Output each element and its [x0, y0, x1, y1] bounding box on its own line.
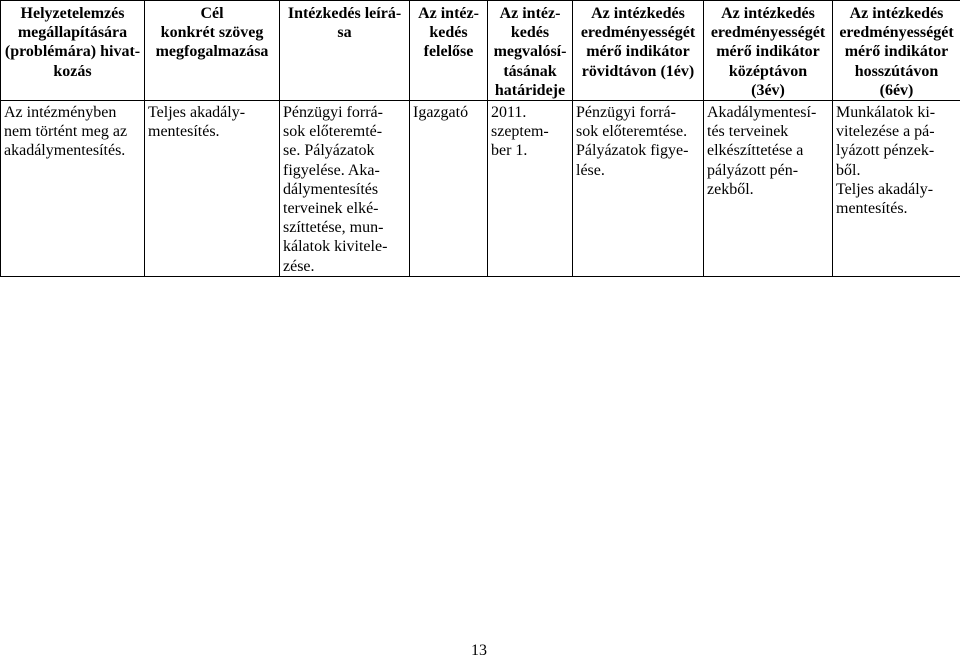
table-header-row [1, 1, 960, 101]
page-number: 13 [471, 642, 487, 659]
cell-mid-term-indicator: Akadálymentesí- tés terveinek elkészíttetése a pályázott pén- zekből. [704, 101, 833, 277]
table-row [1, 101, 960, 277]
header-goal: Cél konkrét szöveg megfogalmazása [145, 1, 280, 101]
cell-long-term-indicator: Munkálatok ki- vitelezése a pá- lyázott pénzek- ből. Teljes akadály- mentesítés. [833, 101, 960, 277]
cell-responsible: Igazgató [410, 101, 488, 277]
cell-short-term-indicator: Pénzügyi forrá- sok előteremtése. Pályázatok figye- lése. [573, 101, 704, 277]
header-deadline: Az intéz- kedés megvalósí- tásának határideje [488, 1, 573, 101]
header-short-term-indicator: Az intézkedés eredményességét mérő indikátor rövidtávon (1év) [573, 1, 704, 101]
cell-action-description: Pénzügyi forrá- sok előteremté- se. Pályázatok figyelése. Aka- dálymentesítés terveinek elké- szíttetése, mun- kálatok kivitele- zése. [280, 101, 410, 277]
header-action-description: Intézkedés leírá- sa [280, 1, 410, 101]
header-responsible: Az intéz- kedés felelőse [410, 1, 488, 101]
cell-situation-analysis: Az intézményben nem történt meg az akadálymentesítés. [1, 101, 145, 277]
header-situation-analysis: Helyzetelemzés megállapítására (problémára) hivat- kozás [1, 1, 145, 101]
cell-deadline: 2011. szeptem- ber 1. [488, 101, 573, 277]
header-long-term-indicator: Az intézkedés eredményességét mérő indikátor hosszútávon (6év) [833, 1, 960, 101]
header-mid-term-indicator: Az intézkedés eredményességét mérő indikátor középtávon (3év) [704, 1, 833, 101]
action-plan-table [0, 0, 960, 277]
cell-goal: Teljes akadály- mentesítés. [145, 101, 280, 277]
